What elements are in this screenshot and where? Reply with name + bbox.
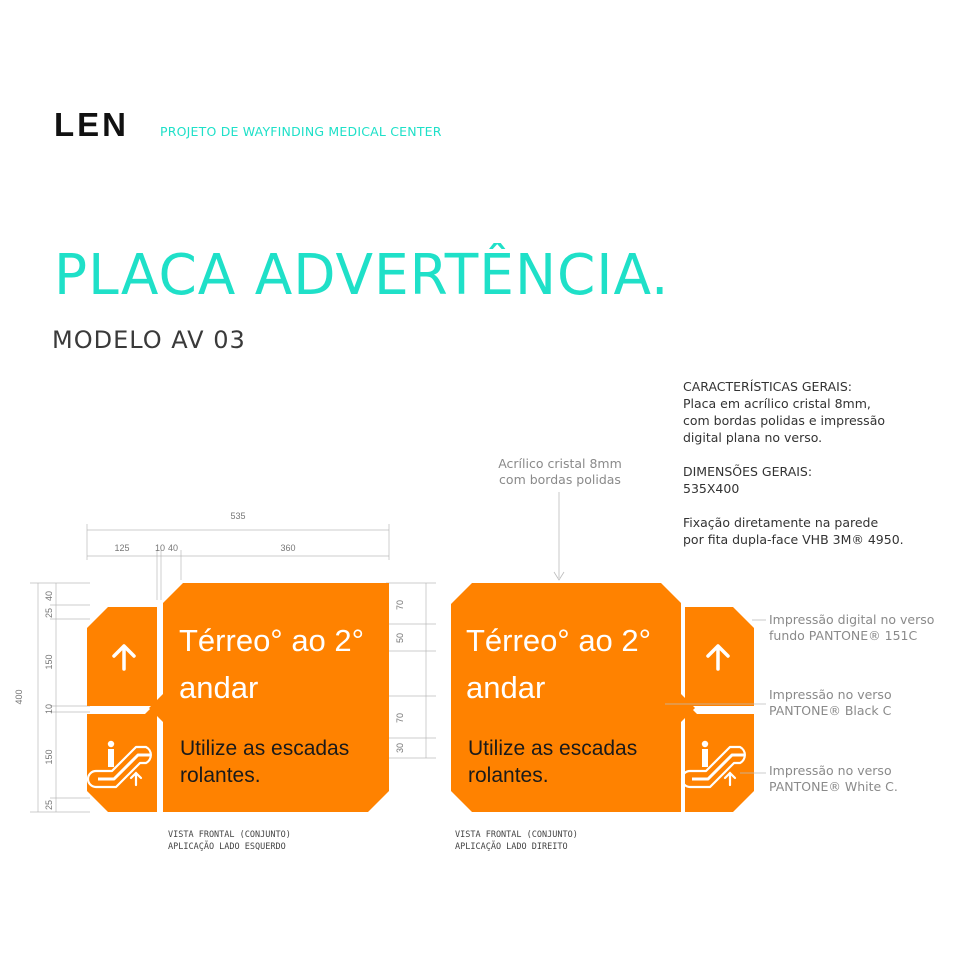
print-black-note-line: Impressão no verso [769,687,892,702]
print-white-note-line: PANTONE® White C. [769,779,898,794]
dim-panel-height: 150 [44,654,54,670]
dim-right-mid: 70 [395,712,405,724]
specs-line: com bordas polidas e impressão [683,413,885,428]
specs-heading-dimensions: DIMENSÕES GERAIS: [683,464,813,479]
left-sign [87,583,389,812]
print-black-note-line: PANTONE® Black C [769,703,892,718]
dim-top-height: 40 [44,590,54,602]
left-sign-line2: andar [179,670,259,705]
dim-top2-height: 25 [44,607,54,619]
left-dimension-lines [30,583,90,812]
caption-right-line: VISTA FRONTAL (CONJUNTO) [455,830,578,840]
print-bg-note-line: Impressão digital no verso [769,612,935,627]
dim-right-top: 70 [395,599,405,611]
dim-total-width: 535 [230,511,246,521]
acrylic-note-line: com bordas polidas [499,472,621,487]
dim-gap-height: 10 [44,703,54,715]
logo: LEN [54,106,129,143]
left-sign-line3: Utilize as escadas [180,737,350,760]
right-sign-line3: Utilize as escadas [468,737,638,760]
middle-dimension-lines [386,583,436,758]
right-sign [451,583,754,812]
specs-dimensions: 535X400 [683,481,740,496]
dim-panel2-height: 150 [44,749,54,765]
acrylic-note-line: Acrílico cristal 8mm [498,456,622,471]
left-sign-line4: rolantes. [180,764,261,787]
project-subtitle: PROJETO DE WAYFINDING MEDICAL CENTER [160,124,442,139]
specs-line: digital plana no verso. [683,430,823,445]
specs-fixation: por fita dupla-face VHB 3M® 4950. [683,532,904,547]
dim-main-width: 360 [280,543,296,553]
dim-right-line: 50 [395,632,405,644]
left-sign-line1: Térreo° ao 2° [179,623,365,658]
page-title: PLACA ADVERTÊNCIA. [54,243,670,308]
caption-left-line: VISTA FRONTAL (CONJUNTO) [168,830,291,840]
specs-line: Placa em acrílico cristal 8mm, [683,396,871,411]
dim-total-height: 400 [14,689,24,705]
caption-right-line: APLICAÇÃO LADO DIREITO [455,842,568,852]
specs-fixation: Fixação diretamente na parede [683,515,879,530]
caption-left-line: APLICAÇÃO LADO ESQUERDO [168,842,286,852]
dim-gap-width: 10 [154,543,166,553]
dim-bottom-height: 25 [44,799,54,811]
dim-icon-width: 125 [114,543,130,553]
specs-heading-general: CARACTERÍSTICAS GERAIS: [683,379,853,394]
print-white-note-line: Impressão no verso [769,763,892,778]
left-escalator-panel [87,702,157,812]
right-sign-line2: andar [466,670,546,705]
right-sign-line1: Térreo° ao 2° [466,623,652,658]
dim-right-low: 30 [395,742,405,754]
left-arrow-panel [87,607,157,706]
dim-offset-width: 40 [167,543,179,553]
right-sign-line4: rolantes. [468,764,549,787]
model-label: MODELO AV 03 [52,326,246,354]
print-bg-note-line: fundo PANTONE® 151C [769,628,918,643]
